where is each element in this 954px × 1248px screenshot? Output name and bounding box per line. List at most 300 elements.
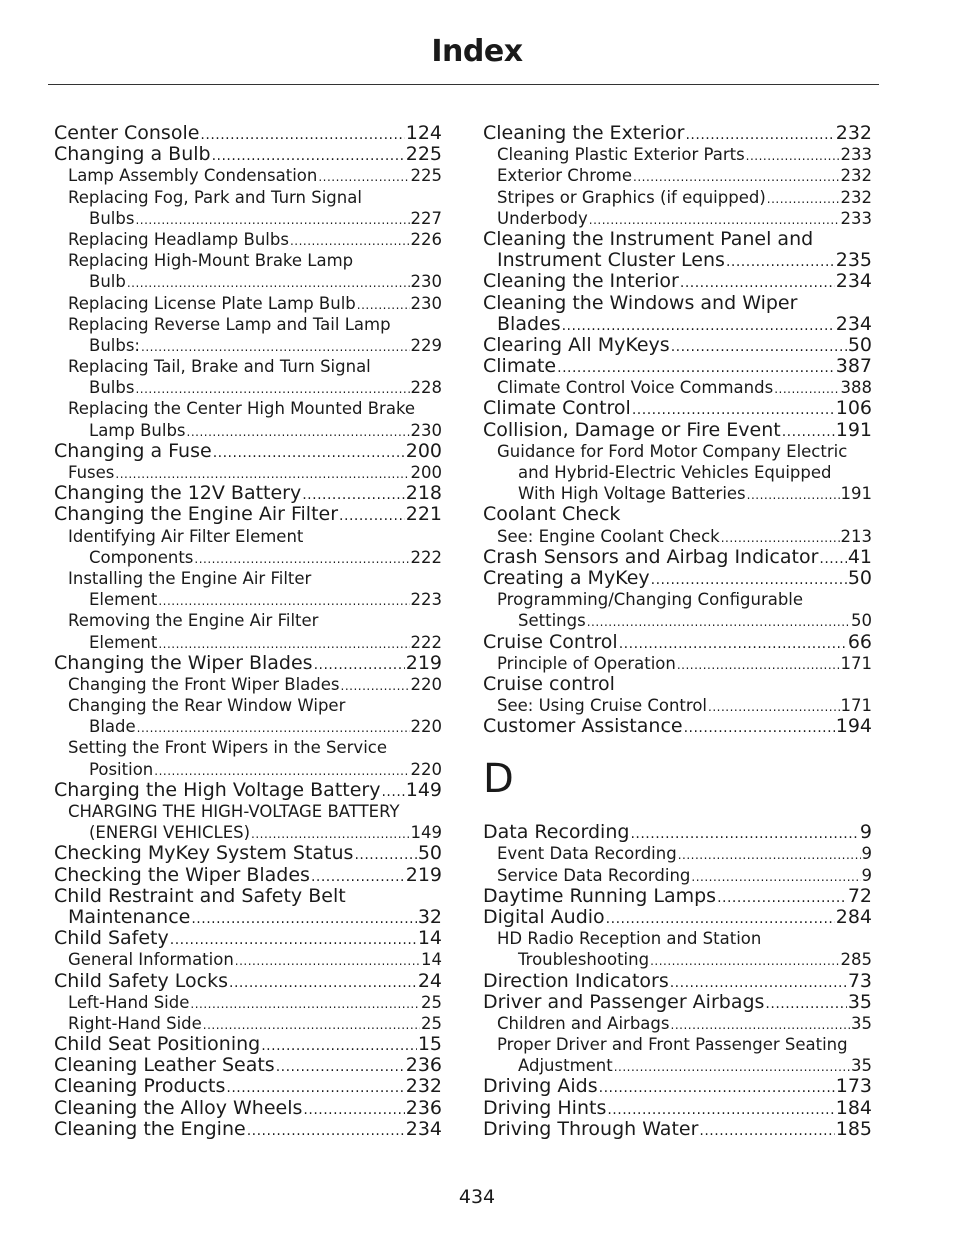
entry-page-number: 50 xyxy=(417,842,442,865)
dot-leader xyxy=(699,1121,834,1142)
dot-leader xyxy=(708,697,840,718)
dot-leader xyxy=(671,337,847,358)
index-subentry xyxy=(54,377,442,398)
entry-label: Lamp Bulbs xyxy=(89,420,186,440)
entry-label: Cleaning Plastic Exterior Parts xyxy=(497,145,745,165)
index-subentry xyxy=(483,610,872,631)
dot-leader xyxy=(314,655,405,676)
index-entry xyxy=(483,398,872,419)
index-subentry xyxy=(483,1034,872,1055)
entry-label: Bulbs: xyxy=(89,335,140,355)
entry-label: Direction Indicators xyxy=(483,969,669,992)
entry-page-number: 200 xyxy=(405,439,442,462)
entry-label: Blades xyxy=(497,312,561,335)
entry-label: Cleaning the Instrument Panel and xyxy=(483,227,814,250)
dot-leader xyxy=(747,485,840,506)
index-subentry xyxy=(483,187,872,208)
entry-page-number: 225 xyxy=(410,166,442,186)
index-entry xyxy=(54,1076,442,1097)
header-divider xyxy=(48,84,879,85)
entry-page-number: 171 xyxy=(840,653,872,673)
index-entry xyxy=(54,971,442,992)
dot-leader xyxy=(677,655,840,676)
entry-page-number: 9 xyxy=(859,821,872,844)
entry-label: Bulb xyxy=(89,272,126,292)
entry-label: Crash Sensors and Airbag Indicator xyxy=(483,545,819,568)
index-column-left xyxy=(54,123,442,1140)
entry-label: HD Radio Reception and Station xyxy=(497,929,762,949)
dot-leader xyxy=(630,824,858,845)
dot-leader xyxy=(765,994,846,1015)
dot-leader xyxy=(678,845,861,866)
index-subentry xyxy=(483,144,872,165)
entry-label: Cleaning the Alloy Wheels xyxy=(54,1096,303,1119)
index-entry xyxy=(483,822,872,843)
entry-label: Data Recording xyxy=(483,821,630,844)
entry-page-number: 14 xyxy=(421,950,442,970)
entry-page-number: 284 xyxy=(835,905,872,928)
entry-label: Replacing Tail, Brake and Turn Signal xyxy=(68,357,371,377)
index-entry xyxy=(54,144,442,165)
entry-label: Replacing Fog, Park and Turn Signal xyxy=(68,187,362,207)
entry-label: Cleaning the Exterior xyxy=(483,122,685,144)
index-subentry xyxy=(54,674,442,695)
entry-label: Installing the Engine Air Filter xyxy=(68,568,312,588)
dot-leader xyxy=(229,973,417,994)
index-entry xyxy=(483,547,872,568)
entry-label: Stripes or Graphics (if equipped) xyxy=(497,187,766,207)
entry-label: Setting the Front Wipers in the Service xyxy=(68,738,388,758)
index-subentry xyxy=(54,801,442,822)
dot-leader xyxy=(774,379,839,400)
index-subentry xyxy=(54,547,442,568)
dot-leader xyxy=(137,718,410,739)
entry-label: Adjustment xyxy=(518,1056,613,1076)
dot-leader xyxy=(587,612,850,633)
index-subentry xyxy=(54,949,442,970)
entry-page-number: 222 xyxy=(410,632,442,652)
entry-page-number: 227 xyxy=(410,208,442,228)
index-subentry xyxy=(54,250,442,271)
entry-page-number: 233 xyxy=(840,145,872,165)
entry-label: Element xyxy=(89,632,158,652)
index-subentry xyxy=(54,610,442,631)
entry-label: Changing the Wiper Blades xyxy=(54,651,313,674)
entry-label: Creating a MyKey xyxy=(483,566,650,589)
index-entry xyxy=(54,843,442,864)
dot-leader xyxy=(651,570,847,591)
entry-label: Driving Aids xyxy=(483,1075,598,1098)
entry-page-number: 230 xyxy=(410,420,442,440)
index-entry xyxy=(54,1034,442,1055)
entry-label: Instrument Cluster Lens xyxy=(497,249,725,272)
entry-label: Changing the Engine Air Filter xyxy=(54,503,339,526)
entry-label: Left-Hand Side xyxy=(68,992,190,1012)
entry-label: Element xyxy=(89,590,158,610)
entry-page-number: 32 xyxy=(417,905,442,928)
entry-page-number: 35 xyxy=(851,1013,872,1033)
entry-label: Cleaning the Interior xyxy=(483,270,679,293)
entry-page-number: 24 xyxy=(417,969,442,992)
index-entry xyxy=(54,441,442,462)
entry-label: Checking MyKey System Status xyxy=(54,842,354,865)
index-subentry xyxy=(483,695,872,716)
entry-label: and Hybrid-Electric Vehicles Equipped xyxy=(518,463,832,482)
index-subentry xyxy=(483,843,872,864)
entry-label: Bulbs xyxy=(89,208,135,228)
index-subentry xyxy=(483,377,872,398)
dot-leader xyxy=(782,422,835,443)
dot-leader xyxy=(339,506,405,527)
index-subentry xyxy=(483,949,872,970)
dot-leader xyxy=(235,951,420,972)
dot-leader xyxy=(318,167,409,188)
entry-page-number: 9 xyxy=(861,865,872,885)
entry-label: Child Seat Positioning xyxy=(54,1033,261,1056)
dot-leader xyxy=(726,252,835,273)
index-subentry xyxy=(54,695,442,716)
dot-leader xyxy=(691,867,860,888)
entry-label: Driving Hints xyxy=(483,1096,607,1119)
entry-label: Fuses xyxy=(68,463,115,482)
index-subentry xyxy=(54,568,442,589)
entry-page-number: 234 xyxy=(835,270,872,293)
dot-leader xyxy=(614,1057,850,1078)
entry-page-number: 194 xyxy=(835,715,872,738)
index-entry xyxy=(54,928,442,949)
page-number: 434 xyxy=(458,1186,496,1208)
dot-leader xyxy=(247,1121,405,1142)
index-subentry xyxy=(54,398,442,419)
index-subentry xyxy=(54,462,442,483)
dot-leader xyxy=(135,210,409,231)
entry-label: Replacing High-Mount Brake Lamp xyxy=(68,251,354,271)
entry-page-number: 41 xyxy=(847,545,872,568)
entry-label: Coolant Check xyxy=(483,503,621,526)
entry-page-number: 234 xyxy=(835,312,872,335)
index-entry xyxy=(483,674,872,695)
entry-page-number: 173 xyxy=(835,1075,872,1098)
index-entry xyxy=(54,1055,442,1076)
entry-page-number: 223 xyxy=(410,590,442,610)
index-subentry xyxy=(54,1013,442,1034)
entry-label: Cruise control xyxy=(483,672,615,695)
dot-leader xyxy=(187,422,410,443)
entry-label: Proper Driver and Front Passenger Seating xyxy=(497,1035,848,1055)
index-subentry xyxy=(54,992,442,1013)
entry-page-number: 234 xyxy=(405,1117,442,1140)
dot-leader xyxy=(190,994,420,1015)
entry-page-number: 15 xyxy=(417,1033,442,1056)
index-subentry xyxy=(54,335,442,356)
entry-label: Replacing Reverse Lamp and Tail Lamp xyxy=(68,314,391,334)
entry-label: Child Safety xyxy=(54,927,169,950)
index-entry xyxy=(483,504,872,525)
dot-leader xyxy=(135,379,409,400)
index-entry xyxy=(483,1119,872,1140)
index-subentry xyxy=(54,632,442,653)
index-entry xyxy=(483,907,872,928)
index-column-right xyxy=(483,123,872,1140)
entry-page-number: 220 xyxy=(410,759,442,779)
index-entry xyxy=(483,420,872,441)
entry-page-number: 14 xyxy=(417,927,442,950)
entry-page-number: 220 xyxy=(410,674,442,694)
index-subentry xyxy=(483,928,872,949)
entry-label: Climate Control xyxy=(483,397,631,420)
index-entry xyxy=(483,971,872,992)
dot-leader xyxy=(261,1036,417,1057)
index-entry xyxy=(54,907,442,928)
entry-label: Service Data Recording xyxy=(497,865,691,885)
index-subentry xyxy=(483,653,872,674)
entry-page-number: 191 xyxy=(840,484,872,504)
entry-label: Customer Assistance xyxy=(483,715,683,738)
index-entry xyxy=(483,716,872,737)
entry-label: See: Engine Coolant Check xyxy=(497,526,720,546)
index-subentry xyxy=(483,865,872,886)
entry-page-number: 232 xyxy=(835,122,872,144)
dot-leader xyxy=(767,189,840,210)
index-entry xyxy=(483,356,872,377)
dot-leader xyxy=(276,1057,405,1078)
index-entry xyxy=(483,1098,872,1119)
dot-leader xyxy=(290,231,410,252)
dot-leader xyxy=(746,146,840,167)
entry-label: Child Safety Locks xyxy=(54,969,229,992)
entry-page-number: 219 xyxy=(405,863,442,886)
index-subentry xyxy=(54,759,442,780)
index-subentry xyxy=(54,208,442,229)
index-subentry xyxy=(54,420,442,441)
dot-leader xyxy=(158,591,409,612)
entry-label: Replacing Headlamp Bulbs xyxy=(68,229,289,249)
entry-page-number: 50 xyxy=(851,611,872,631)
index-entry xyxy=(54,653,442,674)
index-entry xyxy=(483,229,872,250)
entry-page-number: 9 xyxy=(861,844,872,864)
page-title: Index xyxy=(431,34,523,69)
entry-page-number: 230 xyxy=(410,272,442,292)
entry-label: Position xyxy=(89,759,154,779)
index-subentry xyxy=(483,589,872,610)
index-subentry xyxy=(54,737,442,758)
dot-leader xyxy=(599,1078,835,1099)
entry-page-number: 228 xyxy=(410,378,442,398)
dot-leader xyxy=(381,782,404,803)
index-subentry xyxy=(54,526,442,547)
entry-page-number: 236 xyxy=(405,1054,442,1077)
entry-label: Cleaning Leather Seats xyxy=(54,1054,275,1077)
index-entry xyxy=(54,123,442,144)
entry-page-number: 226 xyxy=(410,229,442,249)
entry-label: Digital Audio xyxy=(483,905,605,928)
entry-label: Climate Control Voice Commands xyxy=(497,378,774,398)
index-entry xyxy=(483,123,872,144)
entry-label: (ENERGI VEHICLES) xyxy=(89,823,251,843)
entry-page-number: 229 xyxy=(410,335,442,355)
entry-label: Cleaning Products xyxy=(54,1075,226,1098)
dot-leader xyxy=(633,167,839,188)
index-subentry xyxy=(54,293,442,314)
entry-page-number: 106 xyxy=(835,397,872,420)
index-entry xyxy=(54,504,442,525)
entry-page-number: 225 xyxy=(405,143,442,166)
entry-page-number: 233 xyxy=(840,208,872,228)
entry-label: Blade xyxy=(89,717,136,737)
index-entries xyxy=(54,123,442,1140)
dot-leader xyxy=(606,909,835,930)
entry-label: Troubleshooting xyxy=(518,950,650,970)
entry-label: Driver and Passenger Airbags xyxy=(483,990,765,1013)
entry-page-number: 25 xyxy=(421,1013,442,1033)
index-subentry xyxy=(54,314,442,335)
dot-leader xyxy=(170,930,417,951)
entry-page-number: 387 xyxy=(835,355,872,378)
entry-label: Removing the Engine Air Filter xyxy=(68,611,319,631)
entry-label: Charging the High Voltage Battery xyxy=(54,778,381,801)
entry-label: Event Data Recording xyxy=(497,844,677,864)
index-subentry xyxy=(483,1013,872,1034)
dot-leader xyxy=(357,295,410,316)
entry-label: Changing the Front Wiper Blades xyxy=(68,674,340,694)
entry-page-number: 200 xyxy=(410,463,442,482)
entry-label: Children and Airbags xyxy=(497,1013,670,1033)
dot-leader xyxy=(303,1100,404,1121)
index-entry xyxy=(54,865,442,886)
entry-page-number: 232 xyxy=(405,1075,442,1098)
entry-page-number: 285 xyxy=(840,950,872,970)
index-entries xyxy=(483,123,872,1140)
index-entry xyxy=(483,632,872,653)
entry-label: Collision, Damage or Fire Event xyxy=(483,418,781,441)
index-entry xyxy=(483,271,872,292)
entry-label: Cleaning the Windows and Wiper xyxy=(483,291,798,314)
dot-leader xyxy=(127,273,410,294)
entry-page-number: 185 xyxy=(835,1117,872,1140)
entry-label: See: Using Cruise Control xyxy=(497,696,707,716)
dot-leader xyxy=(717,888,847,909)
dot-leader xyxy=(213,443,405,464)
index-section-letter: D xyxy=(483,756,514,803)
entry-label: Clearing All MyKeys xyxy=(483,333,670,356)
entry-page-number: 66 xyxy=(847,630,872,653)
index-subentry xyxy=(54,822,442,843)
entry-page-number: 35 xyxy=(851,1056,872,1076)
index-entry xyxy=(54,483,442,504)
entry-page-number: 184 xyxy=(835,1096,872,1119)
entry-page-number: 232 xyxy=(840,187,872,207)
entry-label: Right-Hand Side xyxy=(68,1013,202,1033)
entry-label: Underbody xyxy=(497,208,588,228)
entry-page-number: 73 xyxy=(847,969,872,992)
dot-leader xyxy=(671,1015,851,1036)
entry-label: Principle of Operation xyxy=(497,653,676,673)
entry-page-number: 213 xyxy=(840,526,872,546)
index-subentry xyxy=(483,441,872,462)
entry-label: Cleaning the Engine xyxy=(54,1117,246,1140)
index-subentry xyxy=(483,462,872,483)
entry-page-number: 171 xyxy=(840,696,872,716)
index-subentry xyxy=(54,165,442,186)
entry-page-number: 35 xyxy=(847,990,872,1013)
index-entry xyxy=(483,335,872,356)
index-entry xyxy=(54,1119,442,1140)
entry-label: Changing the 12V Battery xyxy=(54,482,302,505)
entry-label: Maintenance xyxy=(68,905,191,928)
index-entry xyxy=(483,293,872,314)
index-entry xyxy=(483,992,872,1013)
entry-page-number: 236 xyxy=(405,1096,442,1119)
dot-leader xyxy=(194,549,409,570)
index-subentry xyxy=(483,526,872,547)
entry-label: Programming/Changing Configurable xyxy=(497,590,804,610)
dot-leader xyxy=(341,676,410,697)
index-subentry xyxy=(54,187,442,208)
dot-leader xyxy=(141,337,410,358)
entry-page-number: 149 xyxy=(410,823,442,843)
entry-page-number: 25 xyxy=(421,992,442,1012)
entry-label: Center Console xyxy=(54,122,200,144)
entry-label: Checking the Wiper Blades xyxy=(54,863,310,886)
entry-page-number: 50 xyxy=(847,333,872,356)
entry-page-number: 388 xyxy=(840,378,872,398)
entry-page-number: 221 xyxy=(405,503,442,526)
index-entry xyxy=(483,886,872,907)
entry-label: Exterior Chrome xyxy=(497,166,633,186)
entry-page-number: 124 xyxy=(405,122,442,144)
dot-leader xyxy=(685,125,834,146)
entry-page-number: 220 xyxy=(410,717,442,737)
entry-label: Components xyxy=(89,547,194,567)
index-entry xyxy=(483,250,872,271)
index-entry xyxy=(54,886,442,907)
dot-leader xyxy=(200,125,404,146)
entry-page-number: 72 xyxy=(847,884,872,907)
entry-page-number: 218 xyxy=(405,482,442,505)
entry-label: Child Restraint and Safety Belt xyxy=(54,884,346,907)
dot-leader xyxy=(684,718,835,739)
index-subentry xyxy=(54,229,442,250)
index-subentry xyxy=(54,356,442,377)
dot-leader xyxy=(191,909,416,930)
entry-label: Identifying Air Filter Element xyxy=(68,526,304,546)
index-subentry xyxy=(54,589,442,610)
index-subentry xyxy=(54,271,442,292)
entry-page-number: 50 xyxy=(847,566,872,589)
index-subentry xyxy=(54,716,442,737)
entry-label: Settings xyxy=(518,611,586,631)
entry-page-number: 235 xyxy=(835,249,872,272)
entry-label: Climate xyxy=(483,355,557,378)
dot-leader xyxy=(619,634,847,655)
index-subentry xyxy=(483,1055,872,1076)
entry-page-number: 230 xyxy=(410,293,442,313)
index-entry xyxy=(483,1076,872,1097)
dot-leader xyxy=(819,549,846,570)
entry-page-number: 222 xyxy=(410,547,442,567)
entry-page-number: 191 xyxy=(835,418,872,441)
entry-label: General Information xyxy=(68,950,234,970)
entry-label: CHARGING THE HIGH-VOLTAGE BATTERY xyxy=(68,802,400,821)
dot-leader xyxy=(650,951,839,972)
index-entry xyxy=(54,1098,442,1119)
entry-label: Changing a Bulb xyxy=(54,143,211,166)
index-subentry xyxy=(483,208,872,229)
index-subentry xyxy=(483,483,872,504)
dot-leader xyxy=(212,146,405,167)
entry-page-number: 232 xyxy=(840,166,872,186)
